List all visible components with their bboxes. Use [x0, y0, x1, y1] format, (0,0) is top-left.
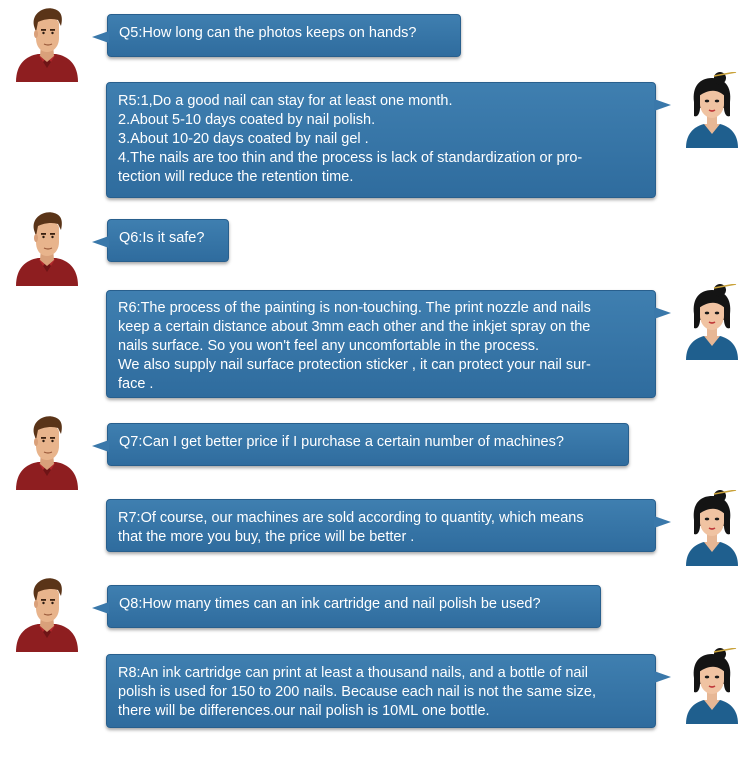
message-line: 3.About 10-20 days coated by nail gel . [118, 131, 369, 147]
message-line: R6:The process of the painting is non-touching. The print nozzle and nails [118, 300, 591, 316]
agent-avatar [680, 490, 744, 566]
message-line: Q6:Is it safe? [119, 230, 205, 246]
woman-avatar-icon [680, 72, 744, 148]
message-line: 4.The nails are too thin and the process is lack of standardization or pro- [118, 150, 583, 166]
message-line: there will be differences.our nail polish is 10ML one bottle. [118, 703, 490, 719]
answer-bubble-r6 [106, 290, 656, 398]
man-avatar-icon [12, 6, 82, 82]
woman-avatar-icon [680, 284, 744, 360]
message-line: tection will reduce the retention time. [118, 169, 354, 185]
message-line: 2.About 5-10 days coated by nail polish. [118, 112, 376, 128]
agent-avatar [680, 284, 744, 360]
message-line: R8:An ink cartridge can print at least a thousand nails, and a bottle of nail [118, 665, 588, 681]
message-line: polish is used for 150 to 200 nails. Because each nail is not the same size, [118, 684, 596, 700]
message-line: nails surface. So you won't feel any uncomfortable in the process. [118, 338, 540, 354]
man-avatar-icon [12, 414, 82, 490]
customer-avatar [12, 210, 82, 286]
woman-avatar-icon [680, 648, 744, 724]
answer-bubble-r8 [106, 654, 656, 728]
customer-avatar [12, 6, 82, 82]
answer-bubble-r7 [106, 499, 656, 552]
customer-avatar [12, 576, 82, 652]
message-line: keep a certain distance about 3mm each other and the inkjet spray on the [118, 319, 591, 335]
woman-avatar-icon [680, 490, 744, 566]
message-line: R7:Of course, our machines are sold according to quantity, which means [118, 510, 584, 526]
question-bubble-q8 [107, 585, 601, 628]
question-bubble-q7 [107, 423, 629, 466]
question-bubble-q6 [107, 219, 229, 262]
answer-bubble-r5 [106, 82, 656, 198]
message-line: We also supply nail surface protection sticker , it can protect your nail sur- [118, 357, 591, 373]
customer-avatar [12, 414, 82, 490]
message-line: Q8:How many times can an ink cartridge and nail polish be used? [119, 596, 541, 612]
agent-avatar [680, 72, 744, 148]
message-line: Q7:Can I get better price if I purchase a certain number of machines? [119, 434, 564, 450]
message-line: that the more you buy, the price will be better . [118, 529, 415, 545]
question-bubble-q5 [107, 14, 461, 57]
message-line: R5:1,Do a good nail can stay for at least one month. [118, 93, 453, 109]
message-line: face . [118, 376, 154, 392]
man-avatar-icon [12, 210, 82, 286]
agent-avatar [680, 648, 744, 724]
message-line: Q5:How long can the photos keeps on hands? [119, 25, 417, 41]
man-avatar-icon [12, 576, 82, 652]
